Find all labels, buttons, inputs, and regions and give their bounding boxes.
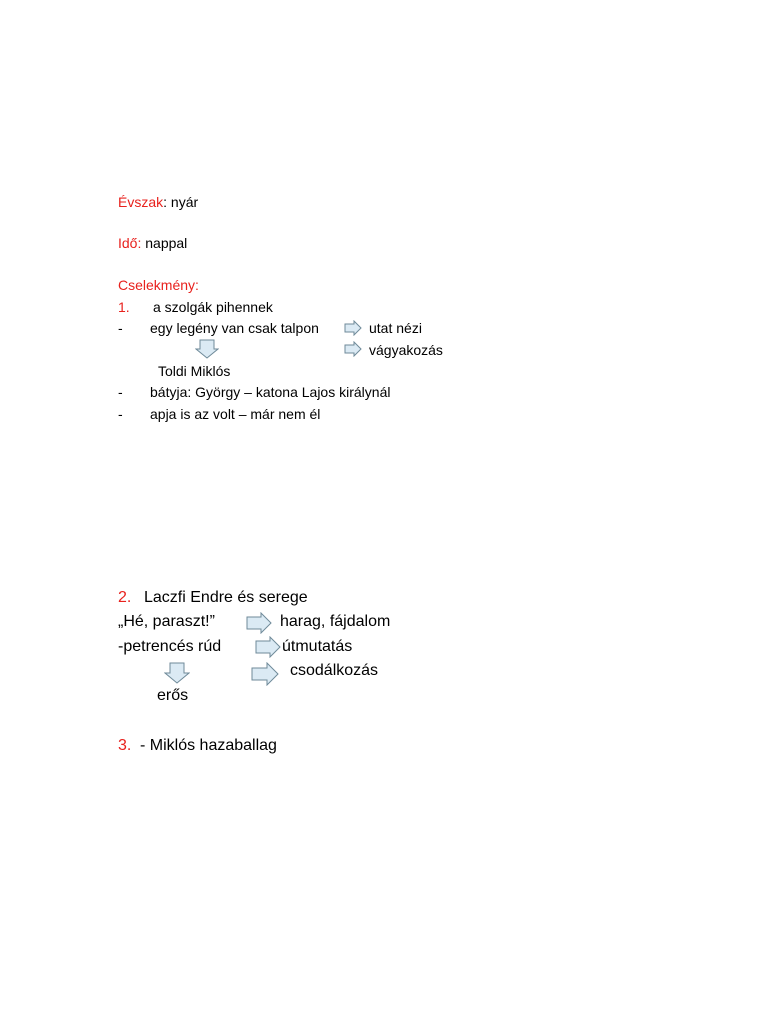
rod-result-2: csodálkozás — [290, 662, 379, 679]
quote-text: „Hé, paraszt!” — [118, 613, 215, 630]
time-label: Idő: — [118, 235, 142, 251]
rod-text: -petrencés rúd — [118, 638, 222, 655]
rod-result-1: útmutatás — [282, 638, 353, 655]
plot-label: Cselekmény: — [118, 277, 199, 293]
item-text-3: bátyja: György – katona Lajos királynál — [150, 384, 391, 400]
block-arrow-down-icon — [164, 662, 190, 684]
list-dash: - — [118, 384, 123, 400]
quote-result: harag, fájdalom — [280, 613, 391, 630]
item-number-3: 3. — [118, 737, 132, 754]
block-arrow-right-icon — [344, 341, 362, 357]
arrow-result-1: utat nézi — [369, 320, 422, 336]
section3-text: - Miklós hazaballag — [140, 737, 277, 754]
strong-text: erős — [157, 687, 189, 704]
season-line — [118, 195, 198, 209]
time-line — [118, 236, 187, 250]
section2-title: Laczfi Endre és serege — [144, 589, 308, 606]
block-arrow-down-icon — [195, 339, 219, 359]
time-value: nappal — [141, 235, 188, 251]
item-number-1: 1. — [118, 299, 130, 315]
block-arrow-right-icon — [251, 662, 279, 686]
list-dash: - — [118, 320, 123, 336]
arrow-result-2: vágyakozás — [369, 342, 443, 358]
character-name: Toldi Miklós — [158, 363, 231, 379]
block-arrow-right-icon — [255, 636, 281, 658]
season-value: : nyár — [163, 194, 199, 210]
list-dash: - — [118, 406, 123, 422]
season-label: Évszak — [118, 194, 164, 210]
block-arrow-right-icon — [344, 320, 362, 336]
item-text-2: egy legény van csak talpon — [150, 320, 319, 336]
item-number-2: 2. — [118, 589, 132, 606]
item-text-4: apja is az volt – már nem él — [150, 406, 321, 422]
item-text-1: a szolgák pihennek — [153, 299, 273, 315]
block-arrow-right-icon — [246, 612, 272, 634]
